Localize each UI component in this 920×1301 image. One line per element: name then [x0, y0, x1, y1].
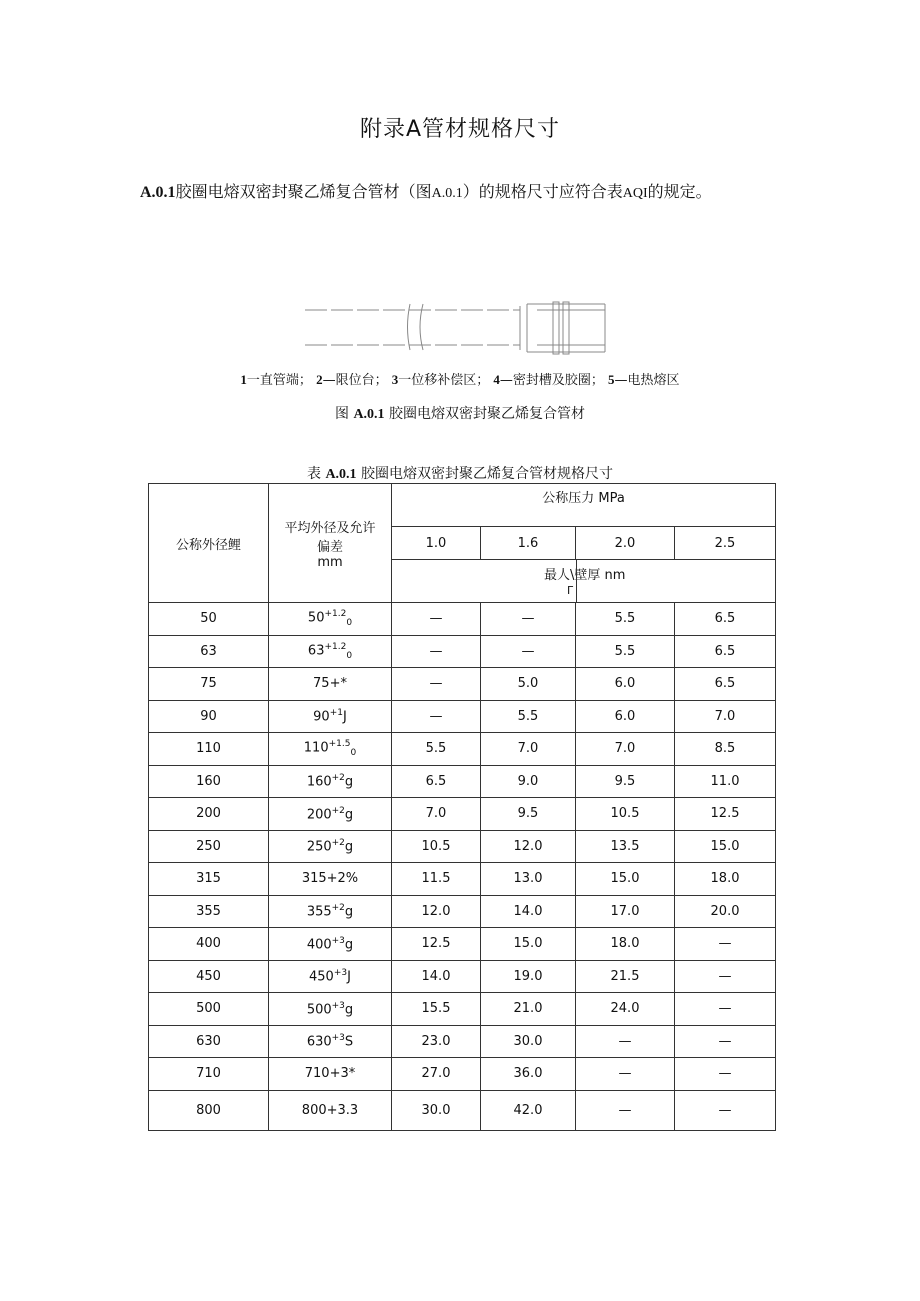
table-row [149, 1090, 776, 1130]
cell-wall-thickness: 5.0 [481, 668, 576, 701]
header-pressure-value: 1.0 [392, 527, 481, 560]
header-nominal-od: 公称外径鲤 [149, 484, 269, 603]
cell-wall-thickness: 5.5 [392, 733, 481, 766]
cell-mean-od: $450^{+3}J$ [269, 960, 392, 993]
legend-num: 1 [240, 372, 247, 387]
clause-table-ref: AQI [622, 186, 648, 201]
clause-text-3: 的规定。 [647, 182, 712, 201]
legend-text: —密封槽及胶圈； [499, 373, 604, 388]
cell-nominal-od: 315 [149, 863, 269, 896]
cell-mean-od: $63^{+1.2}_0$ [269, 635, 392, 668]
table-row [149, 1025, 776, 1058]
cell-wall-thickness: 13.5 [576, 830, 675, 863]
cell-wall-thickness: 13.0 [481, 863, 576, 896]
figure-legend [0, 369, 920, 388]
cell-nominal-od: 400 [149, 928, 269, 961]
cell-wall-thickness: 6.5 [675, 603, 776, 636]
cell-wall-thickness: — [675, 1058, 776, 1091]
cell-wall-thickness: 7.0 [576, 733, 675, 766]
cell-wall-thickness: — [392, 603, 481, 636]
cell-mean-od: $110^{+1.5}_0$ [269, 733, 392, 766]
table-body [149, 603, 776, 1131]
header-mean-od [269, 484, 392, 603]
table-row [149, 1058, 776, 1091]
header-wall-text: 最人\壁厚 nm [544, 568, 626, 583]
cell-wall-thickness: — [481, 603, 576, 636]
pipe-figure [305, 292, 615, 362]
cell-wall-thickness: 9.5 [481, 798, 576, 831]
cell-nominal-od: 355 [149, 895, 269, 928]
cell-wall-thickness: 8.5 [675, 733, 776, 766]
table-caption-number: A.0.1 [325, 467, 357, 482]
table-row [149, 733, 776, 766]
cell-mean-od: $160^{+2}g$ [269, 765, 392, 798]
cell-wall-thickness: 9.5 [576, 765, 675, 798]
table-row [149, 960, 776, 993]
header-mean-od-line1: 平均外径及允许 [284, 520, 376, 536]
cell-wall-thickness: 18.0 [675, 863, 776, 896]
cell-wall-thickness: 12.5 [675, 798, 776, 831]
table-caption-text: 胶圈电熔双密封聚乙烯复合管材规格尺寸 [361, 466, 614, 482]
cell-wall-thickness: 15.5 [392, 993, 481, 1026]
cell-wall-thickness: 15.0 [675, 830, 776, 863]
cell-wall-thickness: 18.0 [576, 928, 675, 961]
cell-wall-thickness: 6.5 [675, 668, 776, 701]
spec-table [148, 483, 776, 1131]
cell-wall-thickness: 11.0 [675, 765, 776, 798]
header-mean-od-line2: 偏差 [316, 539, 343, 555]
cell-nominal-od: 160 [149, 765, 269, 798]
header-pressure-value: 1.6 [481, 527, 576, 560]
legend-num: 4 [493, 372, 500, 387]
cell-nominal-od: 75 [149, 668, 269, 701]
legend-text: 一直管端； [246, 373, 312, 388]
cell-wall-thickness: — [392, 700, 481, 733]
cell-nominal-od: 200 [149, 798, 269, 831]
cell-wall-thickness: 5.5 [481, 700, 576, 733]
legend-num: 2 [316, 372, 323, 387]
clause-paragraph [140, 176, 780, 210]
cell-wall-thickness: 6.5 [675, 635, 776, 668]
cell-mean-od: 800+3.3 [269, 1090, 392, 1130]
cell-wall-thickness: 21.5 [576, 960, 675, 993]
cell-nominal-od: 90 [149, 700, 269, 733]
cell-wall-thickness: — [576, 1090, 675, 1130]
table-row [149, 895, 776, 928]
cell-wall-thickness: 10.5 [576, 798, 675, 831]
table-row [149, 798, 776, 831]
cell-mean-od: $250^{+2}g$ [269, 830, 392, 863]
cell-wall-thickness: 20.0 [675, 895, 776, 928]
cell-mean-od: 710+3* [269, 1058, 392, 1091]
header-pressure: 公称压力 MPa [392, 484, 776, 527]
cell-nominal-od: 450 [149, 960, 269, 993]
clause-text: 胶圈电熔双密封聚乙烯复合管材（图 [175, 182, 432, 201]
cell-wall-thickness: — [675, 928, 776, 961]
cell-mean-od: 315+2% [269, 863, 392, 896]
cell-wall-thickness: 23.0 [392, 1025, 481, 1058]
cell-nominal-od: 630 [149, 1025, 269, 1058]
cell-mean-od: $355^{+2}g$ [269, 895, 392, 928]
table-row [149, 830, 776, 863]
table-row [149, 668, 776, 701]
cell-wall-thickness: 7.0 [392, 798, 481, 831]
cell-wall-thickness: 36.0 [481, 1058, 576, 1091]
cell-wall-thickness: 27.0 [392, 1058, 481, 1091]
cell-nominal-od: 710 [149, 1058, 269, 1091]
cell-nominal-od: 63 [149, 635, 269, 668]
cell-mean-od: $200^{+2}g$ [269, 798, 392, 831]
cell-wall-thickness: — [675, 1090, 776, 1130]
cell-wall-thickness: 7.0 [481, 733, 576, 766]
header-wall-divider [576, 560, 577, 602]
cell-wall-thickness: 12.0 [481, 830, 576, 863]
cell-wall-thickness: 21.0 [481, 993, 576, 1026]
clause-number: A.0.1 [140, 184, 176, 201]
cell-wall-thickness: 5.5 [576, 635, 675, 668]
cell-wall-thickness: 6.5 [392, 765, 481, 798]
cell-wall-thickness: 11.5 [392, 863, 481, 896]
table-row [149, 603, 776, 636]
cell-wall-thickness: 5.5 [576, 603, 675, 636]
table-caption-prefix: 表 [306, 466, 321, 482]
cell-wall-thickness: — [392, 668, 481, 701]
table-row [149, 765, 776, 798]
cell-wall-thickness: 24.0 [576, 993, 675, 1026]
cell-wall-thickness: 9.0 [481, 765, 576, 798]
cell-wall-thickness: 17.0 [576, 895, 675, 928]
cell-nominal-od: 110 [149, 733, 269, 766]
figure-caption-number: A.0.1 [353, 407, 385, 422]
table-row [149, 635, 776, 668]
cell-mean-od: $500^{+3}g$ [269, 993, 392, 1026]
table-row [149, 928, 776, 961]
cell-wall-thickness: 30.0 [392, 1090, 481, 1130]
figure-caption-prefix: 图 [334, 406, 349, 422]
cell-mean-od: 75+* [269, 668, 392, 701]
legend-text: —限位台； [322, 373, 388, 388]
cell-wall-thickness: — [675, 993, 776, 1026]
cell-mean-od: $90^{+1}J$ [269, 700, 392, 733]
table-row [149, 700, 776, 733]
cell-wall-thickness: 6.0 [576, 668, 675, 701]
cell-wall-thickness: 10.5 [392, 830, 481, 863]
table-row [149, 863, 776, 896]
cell-wall-thickness: 15.0 [481, 928, 576, 961]
cell-wall-thickness: — [481, 635, 576, 668]
legend-text: —电热熔区 [614, 373, 680, 388]
cell-wall-thickness: 15.0 [576, 863, 675, 896]
figure-caption [0, 403, 920, 423]
clause-figure-ref: A.0.1 [431, 186, 463, 201]
header-pressure-value: 2.0 [576, 527, 675, 560]
clause-text-2: ）的规格尺寸应符合表 [462, 182, 623, 201]
legend-num: 3 [391, 372, 399, 387]
cell-wall-thickness: 12.5 [392, 928, 481, 961]
cell-wall-thickness: — [392, 635, 481, 668]
cell-mean-od: $400^{+3}g$ [269, 928, 392, 961]
figure-caption-text: 胶圈电熔双密封聚乙烯复合管材 [389, 406, 586, 422]
cell-wall-thickness: 42.0 [481, 1090, 576, 1130]
cell-wall-thickness: — [675, 1025, 776, 1058]
cell-wall-thickness: — [675, 960, 776, 993]
table-row [149, 993, 776, 1026]
table-caption [0, 463, 920, 483]
header-wall-sub: Γ [567, 584, 574, 597]
page-title: 附录A管材规格尺寸 [359, 117, 561, 142]
cell-wall-thickness: 6.0 [576, 700, 675, 733]
cell-nominal-od: 800 [149, 1090, 269, 1130]
cell-nominal-od: 50 [149, 603, 269, 636]
cell-nominal-od: 250 [149, 830, 269, 863]
cell-mean-od: $50^{+1.2}_0$ [269, 603, 392, 636]
cell-wall-thickness: 7.0 [675, 700, 776, 733]
cell-mean-od: $630^{+3}S$ [269, 1025, 392, 1058]
header-mean-od-unit: mm [317, 554, 343, 570]
cell-wall-thickness: 12.0 [392, 895, 481, 928]
cell-wall-thickness: 30.0 [481, 1025, 576, 1058]
cell-wall-thickness: — [576, 1025, 675, 1058]
legend-num: 5 [608, 372, 615, 387]
cell-wall-thickness: 14.0 [392, 960, 481, 993]
cell-wall-thickness: — [576, 1058, 675, 1091]
header-wall-thickness [392, 560, 776, 603]
header-pressure-value: 2.5 [675, 527, 776, 560]
cell-nominal-od: 500 [149, 993, 269, 1026]
legend-text: 一位移补偿区； [398, 373, 490, 388]
cell-wall-thickness: 19.0 [481, 960, 576, 993]
cell-wall-thickness: 14.0 [481, 895, 576, 928]
